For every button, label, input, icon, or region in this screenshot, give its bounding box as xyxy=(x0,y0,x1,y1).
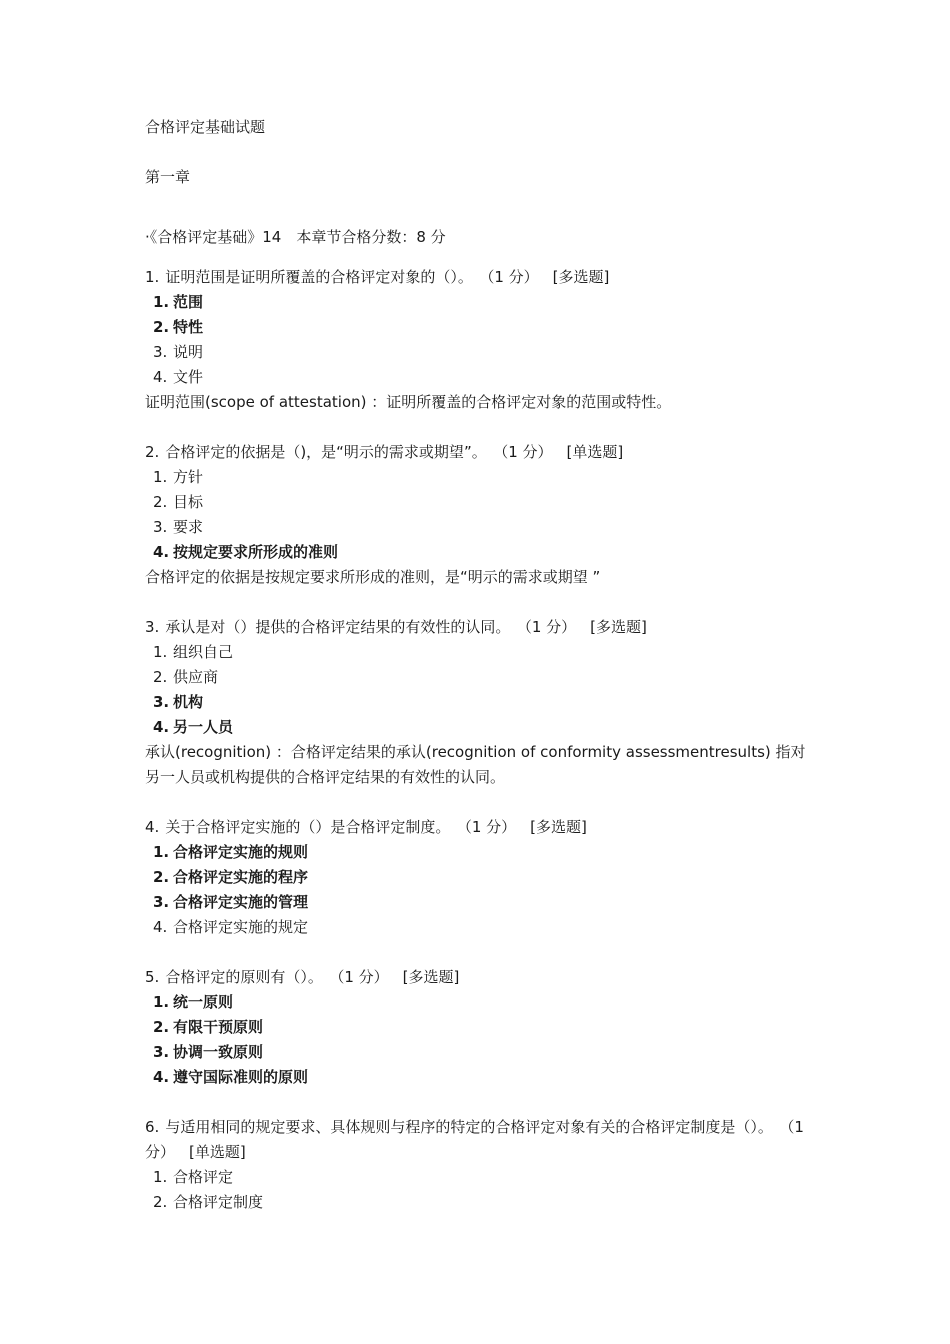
option-text: 供应商 xyxy=(173,668,219,686)
option-number: 1. xyxy=(153,843,170,861)
question-type: [单选题] xyxy=(566,443,624,461)
question-type: [多选题] xyxy=(590,618,647,636)
answer-option-correct xyxy=(145,1040,815,1065)
option-list xyxy=(145,1165,815,1215)
option-text: 合格评定实施的程序 xyxy=(173,868,309,886)
question-item xyxy=(145,440,815,590)
option-number: 1. xyxy=(153,993,170,1011)
question-list xyxy=(145,265,815,1215)
option-text: 有限干预原则 xyxy=(173,1018,264,1036)
option-list xyxy=(145,840,815,940)
option-number: 4. xyxy=(153,718,170,736)
answer-option-correct xyxy=(145,1015,815,1040)
option-number: 4. xyxy=(153,543,170,561)
answer-option xyxy=(145,340,815,365)
option-list xyxy=(145,990,815,1090)
question-stem xyxy=(145,1115,815,1165)
question-score: （1 分） xyxy=(145,1118,804,1161)
answer-explanation: 合格评定的依据是按规定要求所形成的准则，是“明示的需求或期望 ” xyxy=(145,568,601,586)
option-text: 合格评定实施的管理 xyxy=(173,893,309,911)
chapter-heading: 第一章 xyxy=(145,168,191,186)
answer-option-correct xyxy=(145,865,815,890)
document-page xyxy=(145,115,815,1215)
answer-option-correct xyxy=(145,715,815,740)
question-type: [单选题] xyxy=(189,1143,246,1161)
question-stem xyxy=(145,440,815,465)
option-number: 1. xyxy=(153,643,168,661)
answer-option-correct xyxy=(145,890,815,915)
option-list xyxy=(145,290,815,390)
option-text: 按规定要求所形成的准则 xyxy=(173,543,339,561)
option-text: 合格评定实施的规则 xyxy=(173,843,309,861)
option-number: 3. xyxy=(153,343,168,361)
answer-option xyxy=(145,915,815,940)
question-item xyxy=(145,1115,815,1215)
answer-option-correct xyxy=(145,290,815,315)
option-text: 机构 xyxy=(173,693,204,711)
question-stem xyxy=(145,615,815,640)
question-text: 合格评定的原则有（）。 xyxy=(165,968,323,986)
question-type: [多选题] xyxy=(552,268,610,286)
option-text: 特性 xyxy=(173,318,204,336)
option-text: 合格评定制度 xyxy=(173,1193,264,1211)
option-number: 1. xyxy=(153,468,168,486)
option-number: 2. xyxy=(153,868,170,886)
answer-option-correct xyxy=(145,990,815,1015)
option-text: 范围 xyxy=(173,293,204,311)
answer-option xyxy=(145,665,815,690)
section-info: ·《合格评定基础》14 本章节合格分数：8 分 xyxy=(145,228,446,246)
question-type: [多选题] xyxy=(530,818,587,836)
answer-option xyxy=(145,465,815,490)
option-number: 4. xyxy=(153,918,168,936)
option-text: 方针 xyxy=(173,468,204,486)
question-item xyxy=(145,965,815,1090)
option-number: 3. xyxy=(153,518,168,536)
question-text: 与适用相同的规定要求、具体规则与程序的特定的合格评定对象有关的合格评定制度是（）。 xyxy=(165,1118,773,1136)
option-text: 说明 xyxy=(173,343,204,361)
answer-explanation: 证明范围(scope of attestation) ：证明所覆盖的合格评定对象的范围或特性。 xyxy=(145,393,672,411)
answer-option xyxy=(145,640,815,665)
option-number: 4. xyxy=(153,368,168,386)
question-item xyxy=(145,265,815,415)
option-text: 合格评定 xyxy=(173,1168,234,1186)
option-number: 3. xyxy=(153,693,170,711)
question-number: 2. xyxy=(145,443,160,461)
option-number: 3. xyxy=(153,893,170,911)
option-number: 2. xyxy=(153,318,170,336)
option-number: 2. xyxy=(153,668,168,686)
question-text: 关于合格评定实施的（）是合格评定制度。 xyxy=(165,818,451,836)
option-text: 目标 xyxy=(173,493,204,511)
option-number: 2. xyxy=(153,1018,170,1036)
question-number: 4. xyxy=(145,818,160,836)
question-type: [多选题] xyxy=(402,968,460,986)
question-text: 承认是对（）提供的合格评定结果的有效性的认同。 xyxy=(165,618,511,636)
question-number: 5. xyxy=(145,968,160,986)
answer-option xyxy=(145,1165,815,1190)
option-text: 另一人员 xyxy=(173,718,234,736)
question-number: 1. xyxy=(145,268,160,286)
option-number: 3. xyxy=(153,1043,170,1061)
answer-option xyxy=(145,1190,815,1215)
option-number: 1. xyxy=(153,293,170,311)
answer-option-correct xyxy=(145,840,815,865)
question-text: 合格评定的依据是（)，是“明示的需求或期望”。 xyxy=(165,443,487,461)
option-list xyxy=(145,640,815,740)
question-score: （1 分） xyxy=(336,968,389,986)
question-stem xyxy=(145,265,815,290)
answer-option-correct xyxy=(145,540,815,565)
option-list xyxy=(145,465,815,565)
document-title: 合格评定基础试题 xyxy=(145,118,266,136)
option-number: 1. xyxy=(153,1168,168,1186)
answer-option xyxy=(145,515,815,540)
answer-option-correct xyxy=(145,1065,815,1090)
option-text: 协调一致原则 xyxy=(173,1043,264,1061)
question-text: 证明范围是证明所覆盖的合格评定对象的（）。 xyxy=(165,268,473,286)
question-number: 6. xyxy=(145,1118,160,1136)
question-stem xyxy=(145,965,815,990)
option-text: 要求 xyxy=(173,518,204,536)
option-number: 4. xyxy=(153,1068,170,1086)
option-text: 组织自己 xyxy=(173,643,234,661)
question-item xyxy=(145,615,815,790)
option-number: 2. xyxy=(153,493,168,511)
option-text: 合格评定实施的规定 xyxy=(173,918,309,936)
question-score: （1 分） xyxy=(524,618,577,636)
option-text: 统一原则 xyxy=(173,993,234,1011)
answer-option-correct xyxy=(145,690,815,715)
answer-option xyxy=(145,365,815,390)
answer-option-correct xyxy=(145,315,815,340)
question-item xyxy=(145,815,815,940)
question-score: （1 分） xyxy=(464,818,517,836)
option-number: 2. xyxy=(153,1193,168,1211)
option-text: 遵守国际准则的原则 xyxy=(173,1068,309,1086)
question-number: 3. xyxy=(145,618,160,636)
question-score: （1 分） xyxy=(500,443,553,461)
question-stem xyxy=(145,815,815,840)
question-score: （1 分） xyxy=(486,268,539,286)
answer-explanation: 承认(recognition) ：合格评定结果的承认(recognition of conformity assessmentresults) 指对另一人员或机构提供的合格评定结果的有效性的认同。 xyxy=(145,743,806,786)
option-text: 文件 xyxy=(173,368,204,386)
answer-option xyxy=(145,490,815,515)
